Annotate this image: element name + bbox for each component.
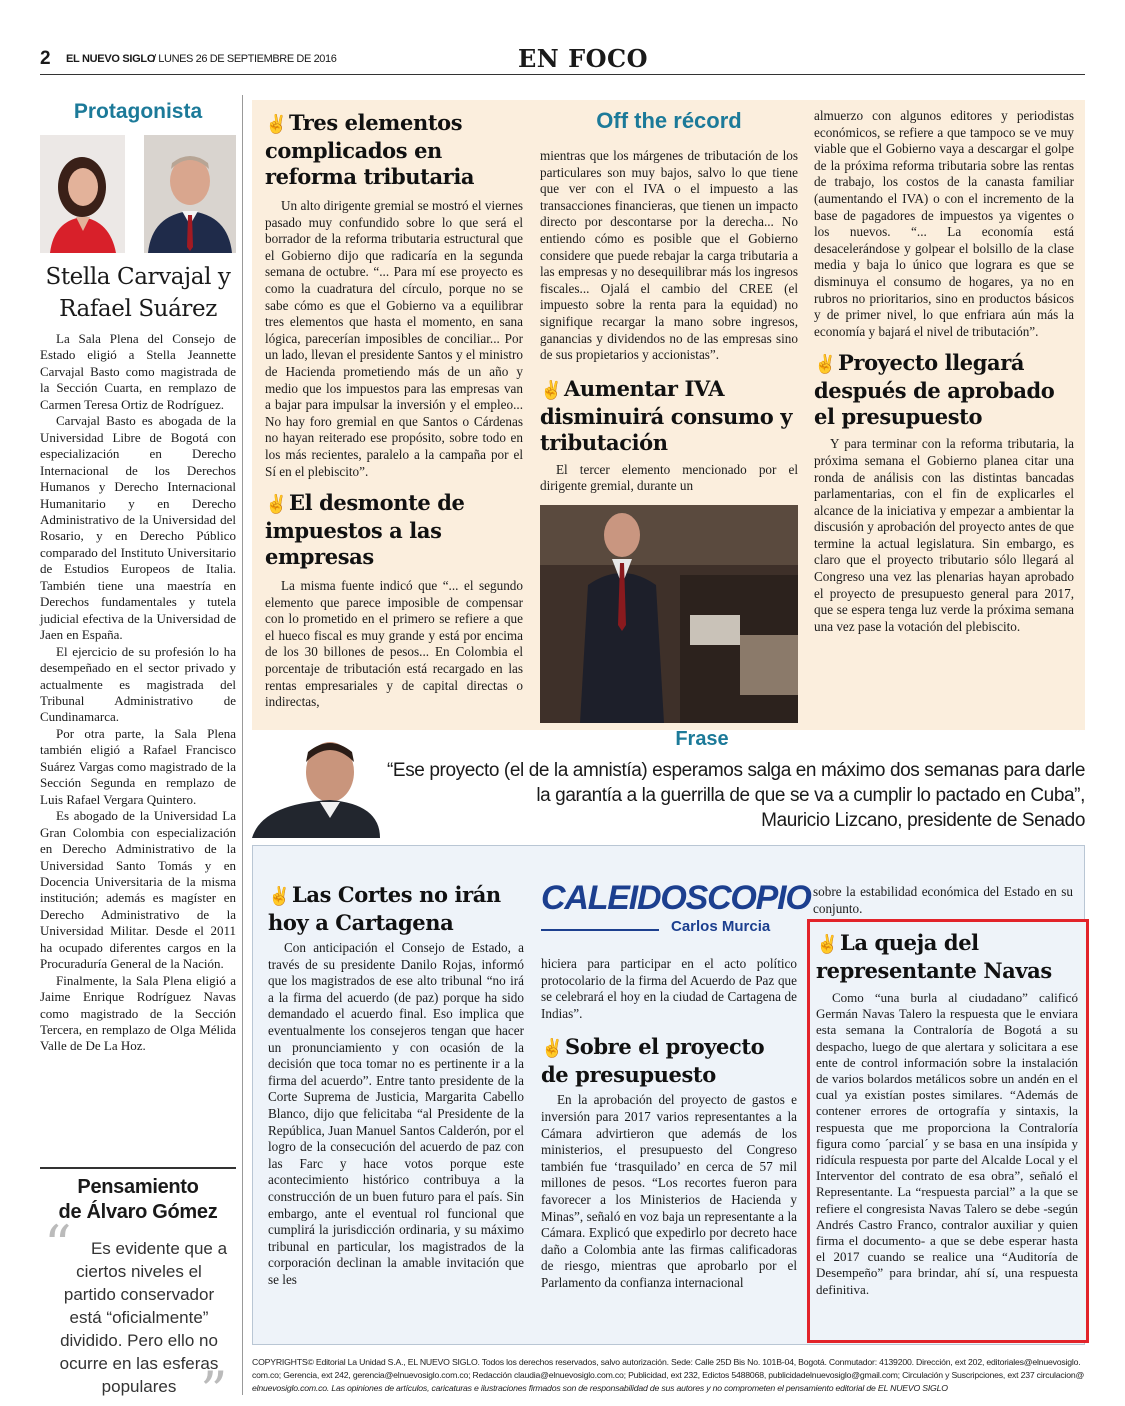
protagonista-title: Protagonista [73,100,203,123]
offrecord-col-1 [265,110,523,711]
rafael-suarez-photo [144,135,236,253]
article-body: Como “una burla al ciudadano” calificó Germán Navas Talero la respuesta que le enviara esta semana la Contraloría de Bogotá a su despacho, luego de que alertara y solicitara a ese ente de control información sobre la instalación de varios bolardos metálicos sobre un andén en el cual ya existían postes similares. “Además de contener errores de ortografía y sintaxis, la respuesta que me proporciona la Contraloría figura como ´parcial´ y se basa en una insípida y ridícula respuesta por parte del Alcalde Local y el Interventor del contrato de esa obra”, señaló el Representante. La “respuesta parcial” a la que se refiere el congresista Navas Talero se debe -según Andrés Castro Franco, contralor auxiliar y quien firma el documento- a que se debe esperar hasta el 2017 cuando se realice una “Auditoría de Desempeño” para brindar, ahí sí, una respuesta definitiva. [816,990,1078,1297]
logo-rule [541,929,659,931]
article-body: sobre la estabilidad económica del Estado en su conjunto. [813,884,1073,916]
open-quote-icon: “ [44,1214,72,1277]
caleido-col-2 [541,878,811,1292]
protagonista-names [40,261,236,325]
protagonista-body [40,331,236,1055]
frase-quote-line-1: “Ese proyecto (el de la amnistía) esperamos salga en máximo dos semanas para darle [387,760,1085,781]
left-column [40,95,236,1406]
off-the-record-title: Off the récord [596,108,742,133]
paragraph: Carvajal Basto es abogada de la Universidad Libre de Bogotá con especialización en Derecho Internacional de los Derechos Humanos y Derecho Internacional Humanitario y en Derecho Administrativo de la Universidad del Rosario, y en Derecho Público comparado del Instituto Universitario de Estudios Europeos de Italia. También tiene una maestría en Derechos fundamentales y tutela judicial efectiva de la Universidad de Jaen en España. [40,413,236,643]
name-line-1: Stella Carvajal y [45,264,231,290]
paragraph: El ejercicio de su profesión lo ha desempeñado en el sector privado y actualmente es magistrada del Tribunal Administrativo de Cundinamarca. [40,643,236,725]
paragraph: Finalmente, la Sala Plena eligió a Jaime Enrique Rodríguez Navas como magistrado de la Sección Tercera, en remplazo de Olga Mélida Valle de De La Hoz. [40,972,236,1054]
page-number: 2 [40,48,51,69]
footer-credits [252,1356,1085,1395]
masthead: EL NUEVO SIGLO [66,53,156,65]
vertical-divider [242,95,243,1395]
dirigente-photo [540,505,798,723]
pensamiento-title-line-1: Pensamiento [77,1176,199,1198]
peace-sign-icon: ✌ [541,1038,564,1060]
article-body: Con anticipación el Consejo de Estado, a través de su presidente Danilo Rojas, informó que los magistrados de ese alto tribunal “no irá a la firma del acuerdo (de paz) porque ha sido demandado el acuerdo final. Eso implica que eventualmente los consejeros tengan que hacer un pronunciamiento y con ocasión de la decisión que toca tomar no es pertinente ir a la firma del acuerdo”. Entre tanto presidente de la Corte Suprema de Justicia, Margarita Cabello Blanco, dijo que felicitaba “al Presidente de la República, Juan Manuel Santos Calderón, por el logro de la consecución del acuerdo de paz con las Farc y hace votos porque este acontecimiento histórico contribuya a la construcción de un buen futuro para el país. Sin embargo, ante el eventual rol funcional que cumplirá la jurisdicción ordinaria, y su máximo tribunal en particular, los magistrados de la corporación declinan la amable invitación que se les [268,940,524,1287]
offrecord-col-3 [814,108,1074,635]
footer-line-1: COPYRIGHTS© Editorial La Unidad S.A., EL NUEVO SIGLO. Todos los derechos reservados, salvo autorización. Sede: Calle 25D Bis No. 101B-04, Bogotá. Conmutador: 4139200. Dirección, ext 202, editoriales@elnuevosiglo. [252,1357,1081,1367]
headline-aumentar-iva: ✌Aumentar IVA disminuirá consumo y tributación [540,375,793,455]
article-body: El tercer elemento mencionado por el dirigente gremial, durante un [540,461,798,494]
frase-quote [382,758,1085,833]
offrecord-col-2 [540,106,798,723]
left-divider [40,1167,236,1169]
header-rule [40,74,1085,75]
frase-author: Mauricio Lizcano, presidente de Senado [761,810,1085,831]
navas-highlight-box [807,919,1089,1343]
article-body: mientras que los márgenes de tributación de los particulares son muy bajos, salvo lo que tiene que ver con el IVA o el impuesto a las transacciones financieras, que tienen un impacto directo por descontarse por la derecha... No entiendo cómo es posible que el Gobierno considere que puede rebajar la carga tributaria a las empresas y no desequilibrar más los ingresos fiscales... Ojalá el cambio del CREE (el impuesto sobre la renta para la equidad) no signifique recargar la mano sobre ingresos, ganancias y dividendos no de las empresas sino de sus propietarios y accionistas”. [540,148,798,363]
stella-carvajal-photo [40,135,125,253]
section-title: EN FOCO [518,44,649,73]
peace-sign-icon: ✌ [816,934,839,955]
article-body: Y para terminar con la reforma tributaria, la próxima semana el Gobierno planea citar una ronda de análisis con las distintas bancadas parlamentarias, con el fin de explicarles el alcance de la iniciativa y empezar a ambientar la discusión y aprobación del proyecto antes de que termine la actual legislatura. Sin embargo, es claro que el proyecto tributario sólo llegará al Congreso una vez las plenarias hayan aprobado el proyecto de presupuesto general para 2017, que se espera tenga luz verde la próxima semana una vez pase la votación del plebiscito. [814,436,1074,634]
pensamiento-quote: Es evidente que a ciertos niveles el partido conservador está “oficialmente” dividido. Pero ello no ocurre en las esferas populares [59,1239,228,1396]
frase-quote-line-2: la garantía a la guerrilla de que se va a cumplir lo pactado en Cuba”, [536,785,1085,806]
column-author: Carlos Murcia [671,918,771,935]
pensamiento-title-line-2: de Álvaro Gómez [58,1201,218,1223]
paragraph: Por otra parte, la Sala Plena también eligió a Rafael Francisco Suárez Vargas como magistrado de la Sección Segunda en remplazo de Luis Rafael Vergara Quintero. [40,725,236,807]
peace-sign-icon: ✌ [265,114,288,135]
article-body: hiciera para participar en el acto político protocolario de la firma del Acuerdo de Paz que se celebrará el hoy en la ciudad de Cartagena de Indias”. [541,956,797,1021]
paragraph: Es abogado de la Universidad La Gran Colombia con especialización en Derecho Administrativo de la Universidad Santo Tomás y en Docencia Universitaria de la misma institución; además es magíster en Derecho Administrativo de la Universidad Militar. Desde el 2011 ha ocupado diferentes cargos en la Procuraduría General de la Nación. [40,808,236,972]
footer-line-2: com.co; Gerencia, ext 242, gerencia@elnuevosiglo.com.co; Redacción claudia@elnuevosiglo.com.co; Publicidad, ext 232, Edictos 5488068, publicidadelnuevosiglo@gmail.com; Circulación y Suscripciones, ext 237 circulacion@ [252,1370,1085,1380]
name-line-2: Rafael Suárez [59,296,217,322]
headline-proyecto-llegara: ✌Proyecto llegará después de aprobado el presupuesto [814,350,1055,430]
off-the-record-box [252,100,1085,730]
peace-sign-icon: ✌ [268,886,291,907]
peace-sign-icon: ✌ [814,354,837,376]
headline-tres-elementos: ✌Tres elementos complicados en reforma tributaria [265,110,475,189]
issue-date: / LUNES 26 DE SEPTIEMBRE DE 2016 [153,53,337,65]
close-quote-icon: ” [200,1360,228,1406]
headline-desmonte: ✌El desmonte de impuestos a las empresas [265,490,465,570]
page-header [40,46,1085,76]
caleido-col-1 [268,882,524,1288]
article-body: En la aprobación del proyecto de gastos e inversión para 2017 varios representantes a la Cámara advirtieron que además de los ministerios, el presupuesto del Congreso también fue ‘trasquilado’ en cerca de 57 mil millones de pesos. “Los recortes fueron para favorecer a los Ministerios de Hacienda y Minas”, señaló en voz baja un representante a la Cámara. Explicó que expedirlo por decreto hace daño a Colombia ante las firmas calificadoras de riesgo, mientras que aprobarlo por el Parlamento da confianza internacional [541,1092,797,1290]
frase-section [252,728,1085,838]
peace-sign-icon: ✌ [540,379,563,401]
footer-line-3: elnuevosiglo.com.co. Las opiniones de artículos, caricaturas e ilustraciones firmados son de responsabilidad de sus autores y no comprometen el pensamiento editorial de EL NUEVO SIGLO [252,1383,948,1393]
paragraph: La Sala Plena del Consejo de Estado eligió a Stella Jeannette Carvajal Basto como magistrada de la Sección Cuarta, en remplazo de Carmen Teresa Ortiz de Rodríguez. [40,331,236,412]
frase-title: Frase [675,728,729,750]
headline-la-queja: ✌La queja del representante Navas [816,930,1052,983]
caleidoscopio-logo: CALEIDOSCOPIO [541,879,811,917]
peace-sign-icon: ✌ [265,494,288,516]
headline-las-cortes: ✌Las Cortes no irán hoy a Cartagena [268,882,501,935]
mauricio-lizcano-photo [252,732,380,838]
navas-article [816,930,1078,1298]
article-body: La misma fuente indicó que “... el segundo elemento que parece imposible de compensar con lo prometido en el primero se refiere a que el hueco fiscal es muy grande y está por encima de los 30 billones de pesos... En Colombia el porcentaje de tributación está recargado en las rentas empresariales y de capital directas o indirectas, [265,578,523,710]
article-body: almuerzo con algunos editores y periodistas económicos, se refiere a que tampoco se ve muy viable que el Gobierno vaya a descargar el golpe de la próxima reforma tributaria sobre las rentas de trabajo, los costos de la canasta familiar (aumentando el IVA) o con el incremento de la base de pagadores de impuestos ya vigentes o los nuevos. “... La economía está desacelerándose y golpear el bolsillo de la clase media y baja lo único que lograra es que se disminuya el consumo de hogares, ya no en rubros no prioritarios, sino en productos básicos y de primer nivel, lo que enfriara aún más la economía y bajará el nivel de tributación”. [814,108,1074,339]
article-body: Un alto dirigente gremial se mostró el viernes pasado muy confundido sobre lo que será el borrador de la reforma tributaria estructural que el Gobierno dijo que radicaría en la segunda semana de octubre. “... Para mí ese proyecto es como la cuadratura del círculo, porque no se sabe cómo es que el Gobierno va a equilibrar tres elementos que hasta el momento, en sana lógica, parecerían imposibles de conciliar... Por un lado, llevan el presidente Santos y el ministro de Hacienda prometiendo más de un año y medio que los impuestos para las empresas van a bajar para impulsar la inversión y el empleo... No hay foro gremial en que Santos o Cárdenas no hayan reiterado ese propósito, sobre todo en los más recientes, paralelo a la campaña por el Sí en el plebiscito”. [265,198,523,479]
caleido-col-3 [813,884,1073,917]
headline-sobre-el-proyecto: ✌Sobre el proyecto de presupuesto [541,1034,765,1088]
caleidoscopio-box [252,845,1085,1345]
